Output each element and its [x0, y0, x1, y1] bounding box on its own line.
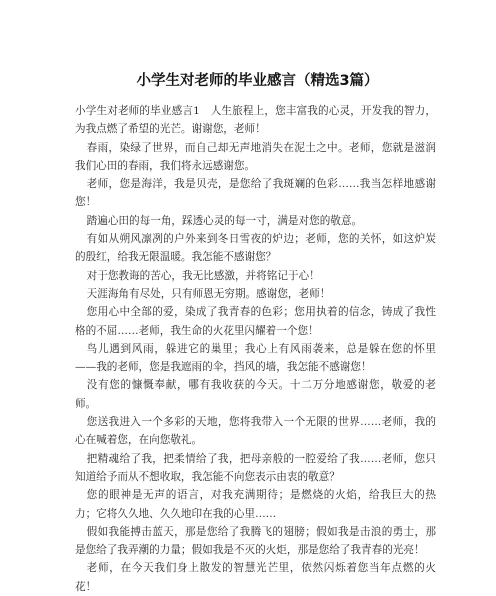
paragraph: 假如我能搏击蓝天，那是您给了我腾飞的翅膀；假如我是击浪的勇士，那是您给了我弄潮的力量；假如我是不灭的火炬，那是您给了我青春的光亮！ — [75, 525, 436, 557]
document-title: 小学生对老师的毕业感言（精选3篇） — [136, 73, 379, 89]
paragraph: 您的眼神是无声的语言，对我充满期待；是燃烧的火焰，给我巨大的热力；它将久久地、久久地印在我的心里…… — [75, 489, 436, 520]
paragraph: 踏遍心田的每一角，踩透心灵的每一寸，满是对您的敬意。 — [86, 214, 363, 227]
paragraph: 有如从朔风凛冽的户外来到冬日雪夜的炉边；老师，您的关怀，如这炉炭的殷红，给我无限温暖。我怎能不感谢您？ — [75, 233, 436, 264]
document-body — [75, 102, 436, 596]
paragraph: 天涯海角有尽处，只有师恩无穷期。感谢您，老师！ — [86, 287, 331, 300]
paragraph: 老师，您是海洋，我是贝壳，是您给了我斑斓的色彩……我当怎样地感谢您！ — [75, 178, 436, 209]
paragraph: 把精魂给了我，把柔情给了我，把母亲般的一腔爱给了我……老师，您只知道给予而从不想收取，我怎能不向您表示由衷的敬意？ — [75, 452, 436, 483]
paragraph: 对于您教诲的苦心，我无比感激，并将铭记于心！ — [86, 269, 320, 282]
paragraph: 老师，在今天我们身上散发的智慧光芒里，依然闪烁着您当年点燃的火花！ — [75, 562, 436, 593]
paragraph: 小学生对老师的毕业感言1 人生旅程上，您丰富我的心灵，开发我的智力，为我点燃了希望的光芒。谢谢您，老师！ — [75, 105, 436, 136]
paragraph: 鸟儿遇到风雨，躲进它的巢里；我心上有风雨袭来，总是躲在您的怀里——我的老师，您是我遮雨的伞，挡风的墙，我怎能不感谢您！ — [75, 342, 436, 374]
paragraph: 您用心中全部的爱，染成了我青春的色彩；您用执着的信念，铸成了我性格的不屈……老师，我生命的火花里闪耀着一个您！ — [75, 306, 436, 337]
paragraph: 您送我进入一个多彩的天地，您将我带入一个无限的世界……老师，我的心在喊着您，在向您敬礼。 — [75, 416, 436, 447]
paragraph: 春雨，染绿了世界，而自己却无声地消失在泥土之中。老师，您就是滋润我们心田的春雨，我们将永远感谢您。 — [75, 141, 436, 172]
paragraph: 没有您的慷慨奉献，哪有我收获的今天。十二万分地感谢您，敬爱的老师。 — [75, 379, 436, 410]
